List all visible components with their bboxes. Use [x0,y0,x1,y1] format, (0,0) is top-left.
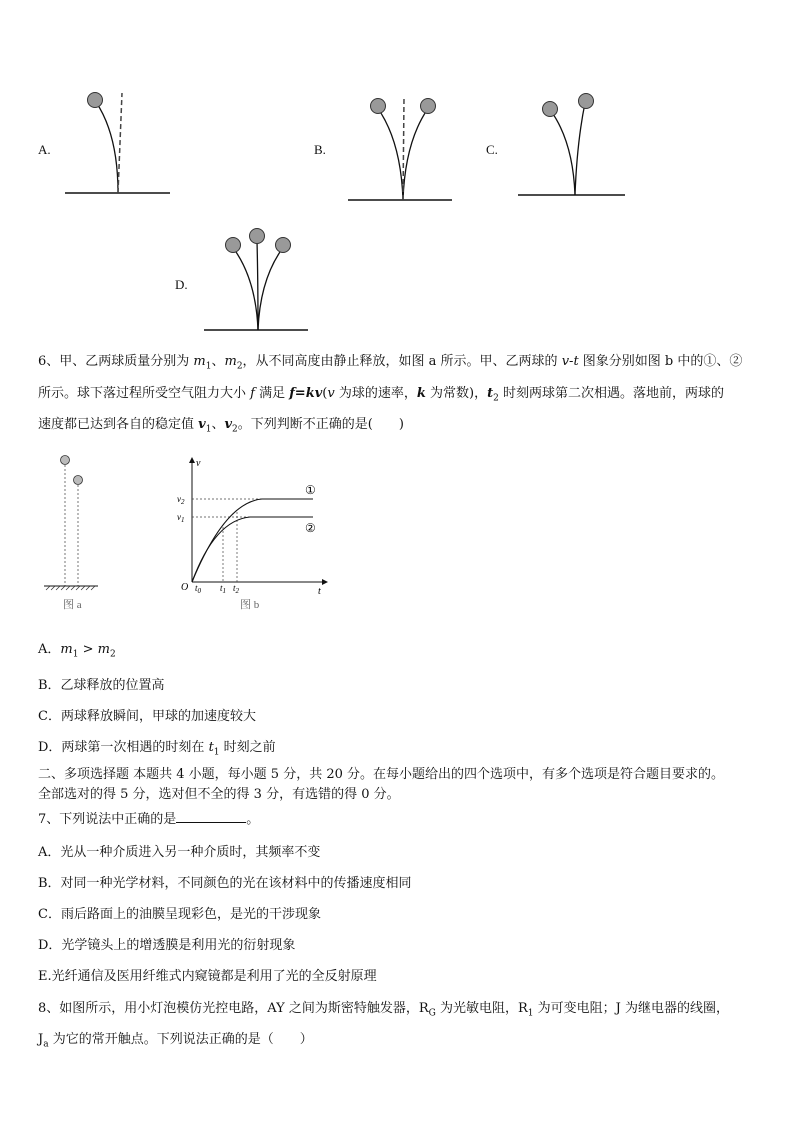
option-c-label: C. [486,142,498,157]
axis-t-label: t [318,586,321,597]
q6-option-d: D．两球第一次相遇的时刻在 $t_1$ 时刻之前 [38,740,276,758]
section2-line2: 全部选对的得 5 分，选对但不全的得 3 分，有选错的得 0 分。 [38,787,400,802]
section2-line1: 二、多项选择题 本题共 4 小题，每小题 5 分，共 20 分。在每小题给出的四个选项中，有多个选项是符合题目要求的。 [38,767,725,782]
q6-figure-b [170,452,330,617]
q7-option-e: E.光纤通信及医用纤维式内窥镜都是利用了光的全反射原理 [38,969,377,984]
q7-option-d: D．光学镜头上的增透膜是利用光的衍射现象 [38,938,296,953]
origin-label: O [181,582,189,593]
option-d-figure [200,225,312,335]
tick-t2: $t_2$ [233,583,240,595]
option-a-figure [60,85,175,200]
option-d-label: D. [175,277,188,292]
q8-stem-line1: 8、如图所示，用小灯泡模仿光控电路，AY 之间为斯密特触发器，$R_G$ 为光敏电阻，$R_1$ 为可变电阻；J 为继电器的线圈， [38,1001,729,1019]
fig-b-caption: 图 b [240,599,260,611]
q6-stem-line1: 6、甲、乙两球质量分别为 $m_1$、$m_2$，从不同高度由静止释放，如图 a 所示。甲、乙两球的 v-t 图象分别如图 b 中的①、② [38,354,743,372]
option-c-figure [515,87,630,199]
q6-stem-line2: 所示。球下落过程所受空气阻力大小 f 满足 f=kv(v 为球的速率，k 为常数)，$t_2$ 时刻两球第二次相遇。落地前，两球的 [38,386,724,404]
q6-stem-line3: 速度都已达到各自的稳定值 $v_1$、$v_2$。下列判断不正确的是( ) [38,417,404,435]
q7-option-c: C．雨后路面上的油膜呈现彩色，是光的干涉现象 [38,907,321,922]
q6-option-b: B．乙球释放的位置高 [38,678,165,693]
curve-1-label: ① [305,483,316,497]
option-a-label: A. [38,142,51,157]
tick-v2: $v_2$ [177,494,185,506]
curve-1 [192,499,313,582]
option-b-figure [345,88,455,203]
q7-option-a: A．光从一种介质进入另一种介质时，其频率不变 [38,845,321,860]
tick-t1: $t_1$ [220,583,227,595]
q6-option-a: A．$m_1 > m_2$ [38,642,116,660]
option-b-label: B. [314,142,326,157]
q7-stem: 7、下列说法中正确的是 。 [38,812,260,827]
q8-stem-line2: $J_a$ 为它的常开触点。下列说法正确的是（ ） [38,1032,313,1050]
q7-answer-blank[interactable] [176,810,246,823]
curve-2-label: ② [305,521,316,535]
axis-v-label: v [196,458,201,469]
fig-a-caption: 图 a [63,599,82,611]
q7-option-b: B．对同一种光学材料，不同颜色的光在该材料中的传播速度相同 [38,876,412,891]
tick-t0: $t_0$ [195,583,202,595]
q6-figure-a [38,452,108,617]
curve-2 [192,517,313,582]
tick-v1: $v_1$ [177,512,185,524]
q6-option-c: C．两球释放瞬间，甲球的加速度较大 [38,709,256,724]
